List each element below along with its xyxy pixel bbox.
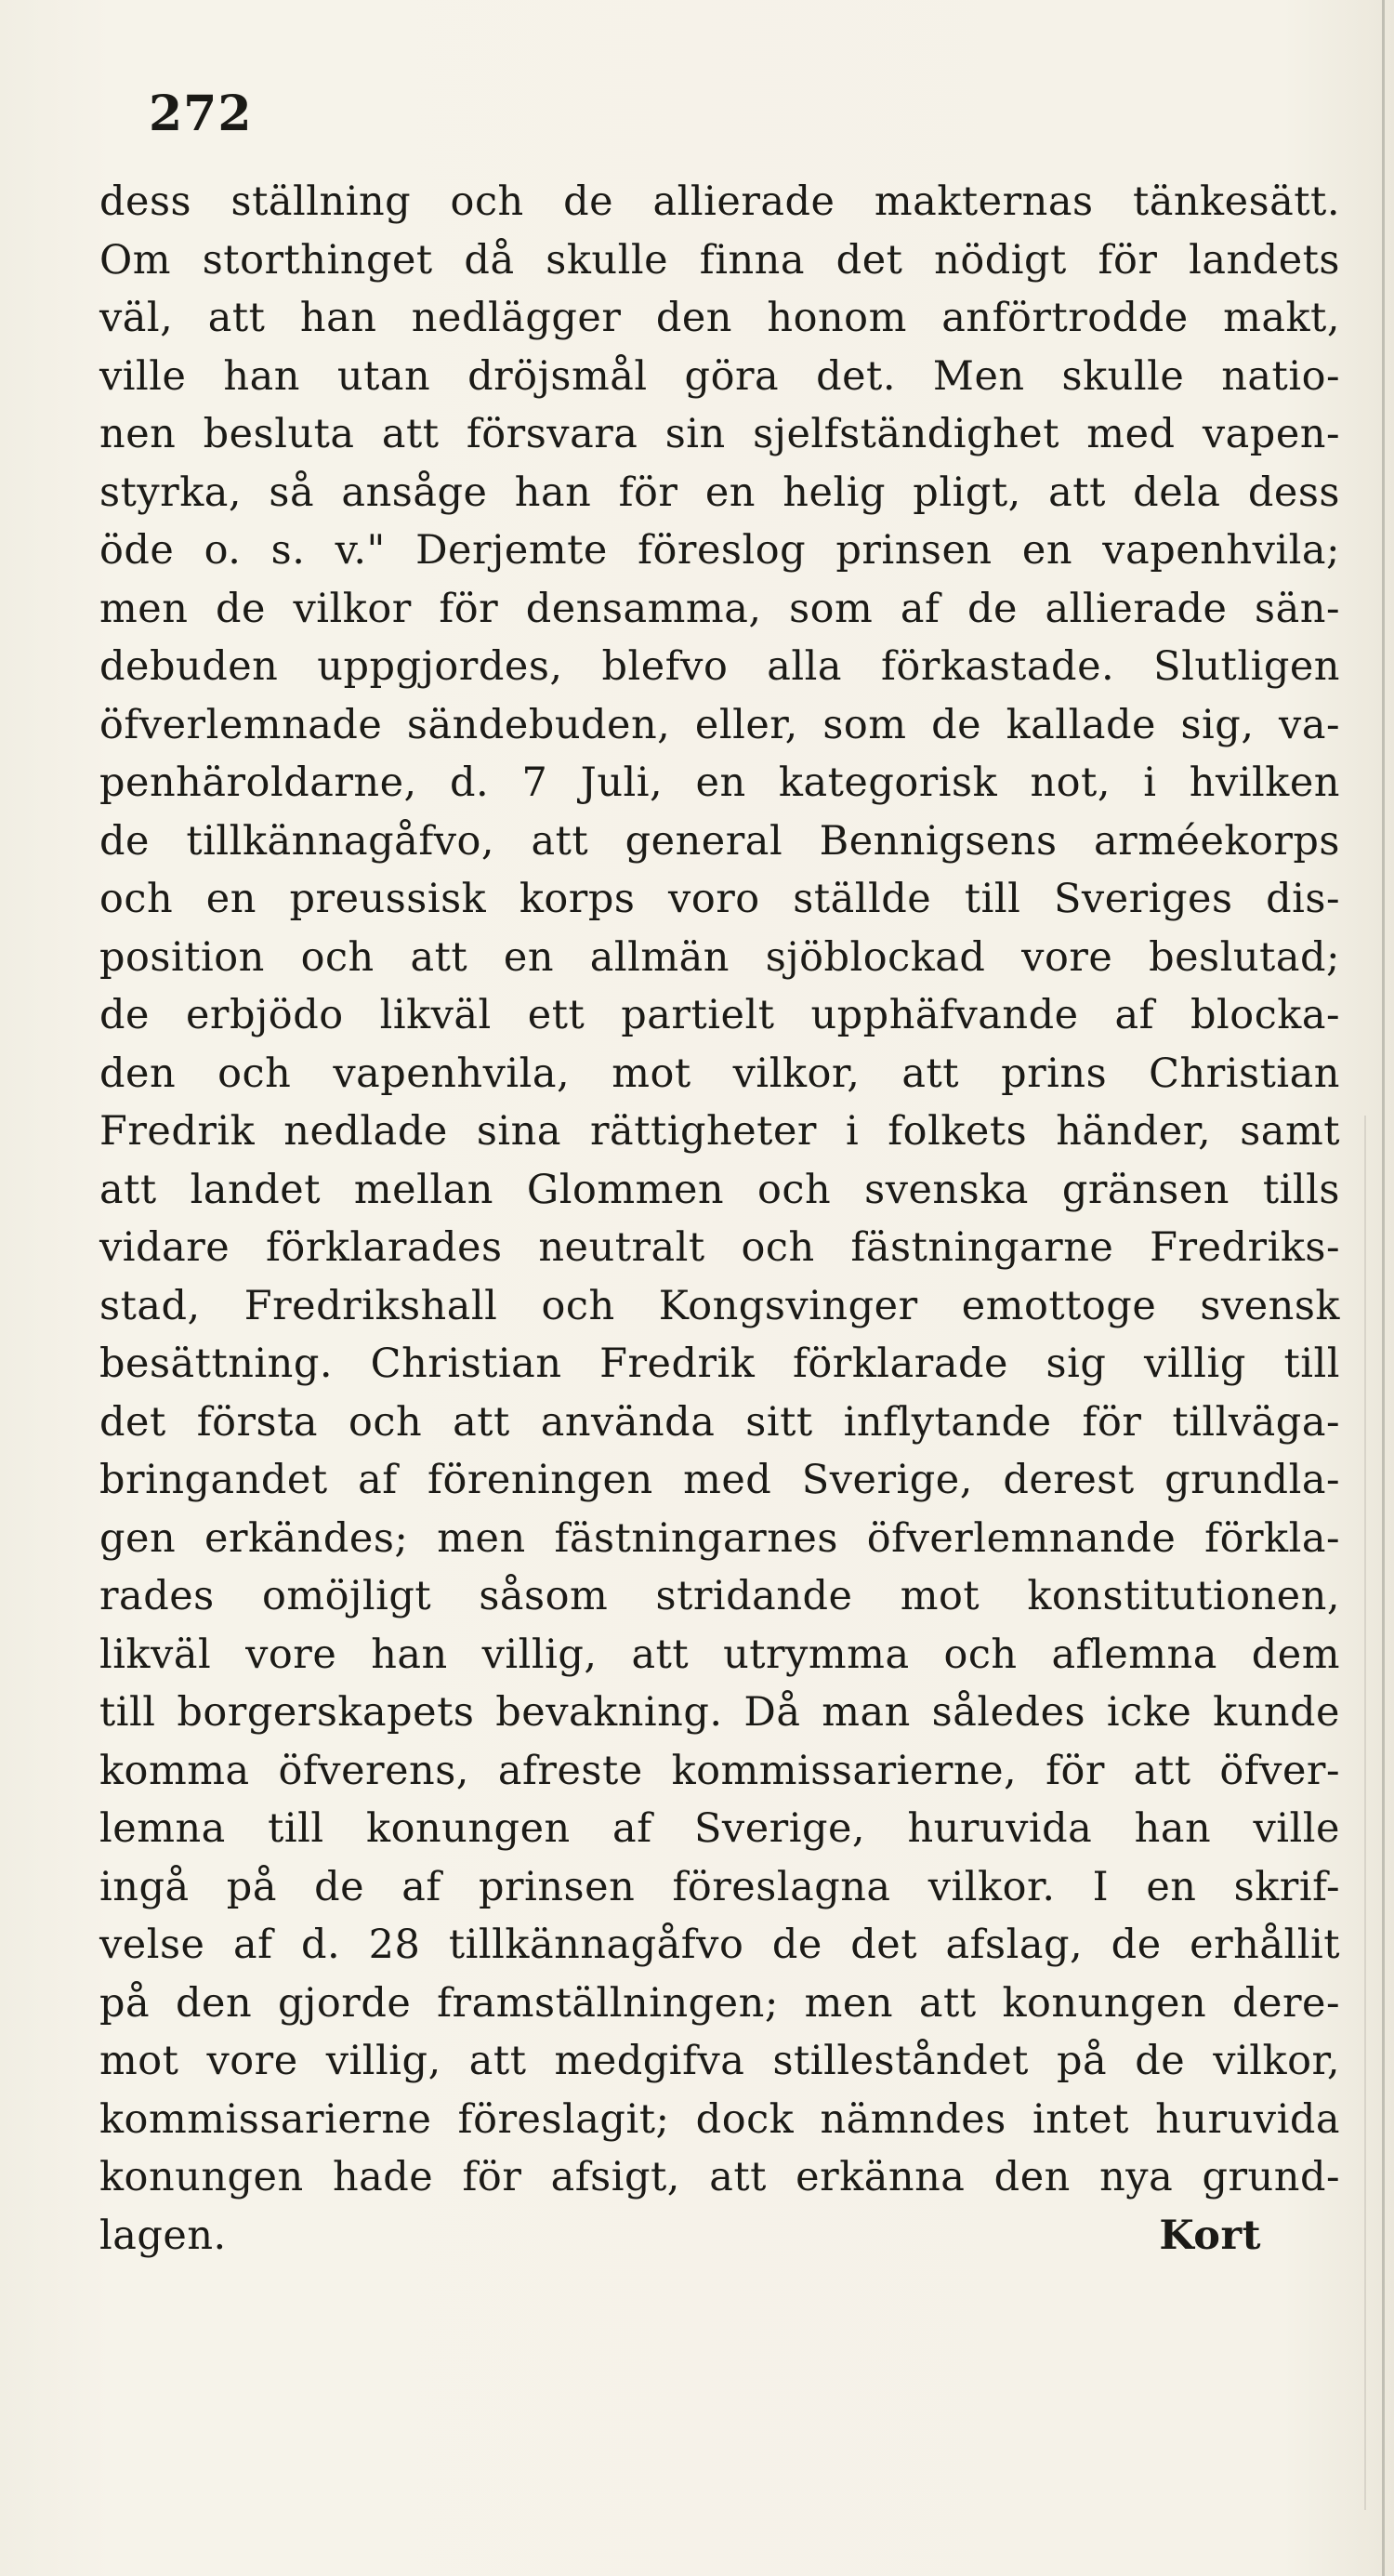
text-line: lagen. [99,2212,227,2259]
final-line [99,2207,1340,2266]
text-line: ville han utan dröjsmål göra det. Men skulle natio- [99,352,1340,400]
page-number: 272 [149,86,253,142]
text-line: på den gjorde framställningen; men att konungen dere- [99,1979,1340,2027]
text-line: väl, att han nedlägger den honom anförtrodde makt, [99,295,1340,341]
text-line: kommissarierne föreslagit; dock nämndes intet huruvida [99,2095,1340,2143]
text-line: dess ställning och de allierade makternas tänkesätt. [99,178,1340,225]
text-line: styrka, så ansåge han för en helig pligt, att dela dess [99,469,1340,516]
text-line: mot vore villig, att medgifva stilleståndet på de vilkor, [99,2038,1340,2084]
text-line: att landet mellan Glommen och svenska gränsen tills [99,1166,1340,1213]
body-text [99,173,1340,2265]
text-line: öde o. s. v." Derjemte föreslog prinsen en vapenhvila; [99,527,1340,574]
text-line: velse af d. 28 tillkännagåfvo de det afslag, de erhållit [99,1922,1340,1968]
text-line: penhäroldarne, d. 7 Juli, en kategorisk not, i hvilken [99,760,1340,806]
text-line: till borgerskapets bevakning. Då man således icke kunde [99,1689,1340,1736]
text-line: likväl vore han villig, att utrymma och aflemna dem [99,1631,1340,1678]
text-line: de tillkännagåfvo, att general Bennigsens arméekorps [99,817,1340,865]
text-line: och en preussisk korps voro ställde till Sveriges dis- [99,876,1340,922]
text-line: Fredrik nedlade sina rättigheter i folkets händer, samt [99,1108,1340,1155]
page-edge-shadow [1382,0,1385,2576]
text-line: komma öfverens, afreste kommissarierne, för att öfver- [99,1747,1340,1794]
text-line: debuden uppgjordes, blefvo alla förkastade. Slutligen [99,643,1340,690]
text-line: konungen hade för afsigt, att erkänna den nya grund- [99,2154,1340,2200]
page-fold-line [1364,1116,1366,2510]
text-line: vidare förklarades neutralt och fästningarne Fredriks- [99,1224,1340,1271]
text-line: gen erkändes; men fästningarnes öfverlemnande förkla- [99,1514,1340,1562]
text-line: Om storthinget då skulle finna det nödigt för landets [99,236,1340,284]
text-line: lemna till konungen af Sverige, huruvida han ville [99,1805,1340,1852]
text-line: rades omöjligt såsom stridande mot konstitutionen, [99,1573,1340,1619]
text-line: stad, Fredrikshall och Kongsvinger emottoge svensk [99,1282,1340,1329]
text-line: position och att en allmän sjöblockad vore beslutad; [99,933,1340,981]
text-line: den och vapenhvila, mot vilkor, att prins Christian [99,1050,1340,1097]
text-line: men de vilkor för densamma, som af de allierade sän- [99,585,1340,632]
catchword: Kort [1159,2212,1261,2259]
text-line: de erbjödo likväl ett partielt upphäfvande af blocka- [99,992,1340,1038]
text-line: det första och att använda sitt inflytande för tillväga- [99,1398,1340,1446]
text-line: besättning. Christian Fredrik förklarade sig villig till [99,1341,1340,1387]
text-line: bringandet af föreningen med Sverige, derest grundla- [99,1457,1340,1503]
text-line: nen besluta att försvara sin sjelfständighet med vapen- [99,411,1340,457]
text-line: öfverlemnade sändebuden, eller, som de kallade sig, va- [99,701,1340,748]
text-line: ingå på de af prinsen föreslagna vilkor. I en skrif- [99,1863,1340,1910]
